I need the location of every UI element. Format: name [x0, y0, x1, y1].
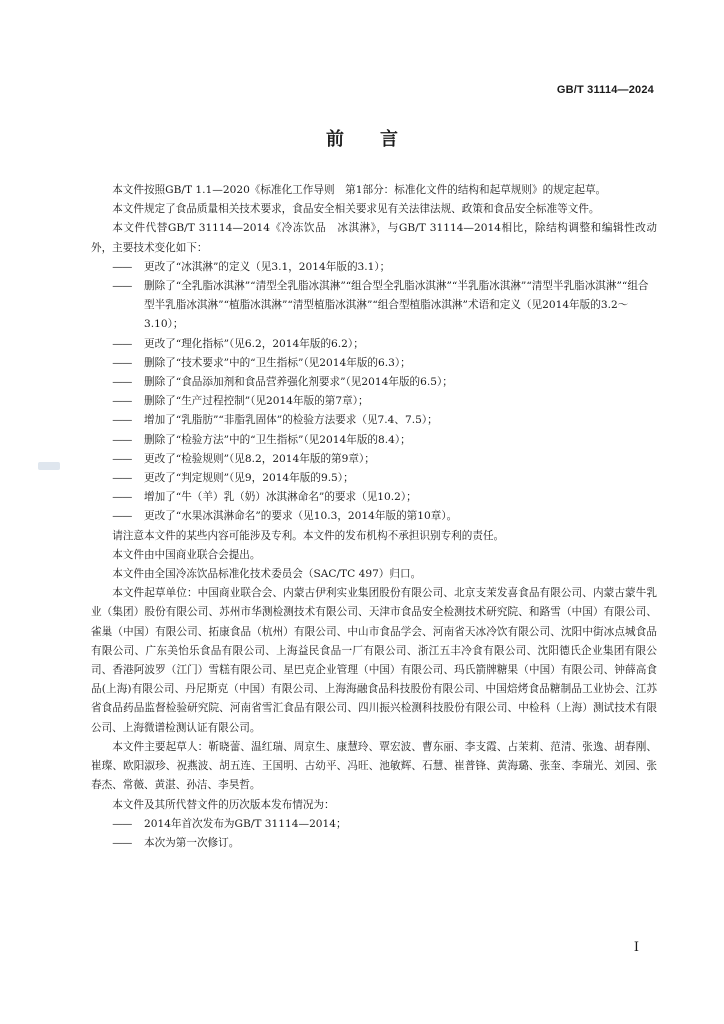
change-text: 更改了“冰淇淋”的定义（见3.1，2014年版的3.1）；: [144, 260, 391, 273]
margin-stamp-mark: [38, 462, 60, 470]
change-item: [91, 431, 657, 450]
patent-notice: 请注意本文件的某些内容可能涉及专利。本文件的发布机构不承担识别专利的责任。: [112, 529, 505, 542]
change-text: 删除了“技术要求”中的“卫生指标”（见2014年版的6.3）；: [144, 356, 411, 369]
change-item: [91, 335, 657, 354]
dash-mark: ——: [112, 280, 132, 293]
change-text: 增加了“牛（羊）乳（奶）冰淇淋命名”的要求（见10.2）；: [144, 491, 417, 504]
change-text: 删除了“全乳脂冰淇淋”“清型全乳脂冰淇淋”“组合型全乳脂冰淇淋”“半乳脂冰淇淋”“清型半乳脂冰淇淋”“组合型半乳脂冰淇淋”“植脂冰淇淋”“清型植脂冰淇淋”“组合型植脂冰淇淋”术语和定义（见2014年版的3.2～3.10）；: [144, 280, 649, 331]
dash-mark: ——: [112, 510, 132, 523]
dash-mark: ——: [112, 356, 132, 369]
change-text: 更改了“水果冰淇淋命名”的要求（见10.3，2014年版的第10章）。: [144, 510, 458, 523]
change-text: 更改了“检验规则”（见8.2，2014年版的第9章）；: [144, 452, 375, 465]
change-text: 更改了“理化指标”（见6.2，2014年版的6.2）；: [144, 337, 364, 350]
change-text: 删除了“食品添加剂和食品营养强化剂要求”（见2014年版的6.5）；: [144, 376, 453, 389]
dash-mark: ——: [112, 337, 132, 350]
change-item: [91, 373, 657, 392]
changes-list: [91, 258, 657, 527]
drafters-paragraph: 本文件主要起草人：靳晓蕾、温红瑞、周京生、康慧玲、覃宏波、曹东丽、李支霞、占茉莉、范清、张逸、胡春刚、崔璨、欧阳淑珍、祝燕波、胡五连、王国明、古幼平、冯旺、池敏辉、石慧、崔普锋、黄海璐、张奎、李瑞光、刘园、张春杰、常薇、黄湛、孙洁、李昊哲。: [91, 740, 657, 792]
proposer-paragraph: 本文件由中国商业联合会提出。: [112, 548, 261, 561]
page-title: [0, 125, 724, 151]
change-item: [91, 469, 657, 488]
dash-mark: ——: [112, 433, 132, 446]
title-char-2: 言: [380, 129, 398, 150]
dash-mark: ——: [112, 414, 132, 427]
standard-code: GB/T 31114—2024: [556, 84, 654, 96]
change-item: [91, 258, 657, 277]
change-item: [91, 507, 657, 526]
title-char-1: 前: [326, 129, 344, 150]
history-item: [91, 815, 657, 834]
dash-mark: ——: [112, 817, 132, 830]
change-text: 删除了“检验方法”中的“卫生指标”（见2014年版的8.4）；: [144, 433, 411, 446]
drafting-units-paragraph: 本文件起草单位：中国商业联合会、内蒙古伊利实业集团股份有限公司、北京支茉发喜食品有限公司、内蒙古蒙牛乳业（集团）股份有限公司、苏州市华测检测技术有限公司、天津市食品安全检测技术研究院、和路雪（中国）有限公司、雀巢（中国）有限公司、拓康食品（杭州）有限公司、中山市食品学会、河南省天冰冷饮有限公司、沈阳中街冰点城食品有限公司、广东美怡乐食品有限公司、上海益民食品一厂有限公司、浙江五丰冷食有限公司、沈阳德氏企业集团有限公司、香港阿波罗（江门）雪糕有限公司、星巴克企业管理（中国）有限公司、玛氏箭牌糖果（中国）有限公司、钟薛高食品(上海)有限公司、丹尼斯克（中国）有限公司、上海海融食品科技股份有限公司、中国焙烤食品糖制品工业协会、江苏省食品药品监督检验研究院、河南省雪汇食品有限公司、四川振兴检测科技股份有限公司、中检科（上海）测试技术有限公司、上海微谱检测认证有限公司。: [91, 587, 657, 734]
history-text: 2014年首次发布为GB/T 31114—2014；: [144, 817, 347, 830]
dash-mark: ——: [112, 836, 132, 849]
committee-paragraph: 本文件由全国冷冻饮品标准化技术委员会（SAC/TC 497）归口。: [112, 568, 422, 581]
history-text: 本次为第一次修订。: [144, 836, 240, 849]
intro-paragraph: 本文件代替GB/T 31114—2014《冷冻饮品 冰淇淋》，与GB/T 31114—2014相比，除结构调整和编辑性改动外，主要技术变化如下：: [91, 222, 657, 254]
history-intro: 本文件及其所代替文件的历次版本发布情况为：: [112, 798, 335, 811]
dash-mark: ——: [112, 452, 132, 465]
dash-mark: ——: [112, 395, 132, 408]
foreword-body: [91, 181, 657, 853]
change-item: [91, 450, 657, 469]
dash-mark: ——: [112, 376, 132, 389]
dash-mark: ——: [112, 260, 132, 273]
history-item: [91, 834, 657, 853]
change-item: [91, 488, 657, 507]
intro-paragraph: 本文件规定了食品质量相关技术要求，食品安全相关要求见有关法律法规、政策和食品安全标准等文件。: [112, 203, 600, 216]
change-item: [91, 277, 657, 335]
change-item: [91, 354, 657, 373]
change-item: [91, 392, 657, 411]
dash-mark: ——: [112, 491, 132, 504]
change-text: 增加了“乳脂肪”“非脂乳固体”的检验方法要求（见7.4、7.5）；: [144, 414, 438, 427]
intro-paragraph: 本文件按照GB/T 1.1—2020《标准化工作导则 第1部分：标准化文件的结构和起草规则》的规定起草。: [112, 184, 607, 196]
change-text: 更改了“判定规则”（见9，2014年版的9.5）；: [144, 472, 354, 485]
history-list: [91, 815, 657, 853]
change-text: 删除了“生产过程控制”（见2014年版的第7章）；: [144, 395, 369, 408]
change-item: [91, 411, 657, 430]
dash-mark: ——: [112, 472, 132, 485]
page-number: I: [633, 940, 639, 955]
